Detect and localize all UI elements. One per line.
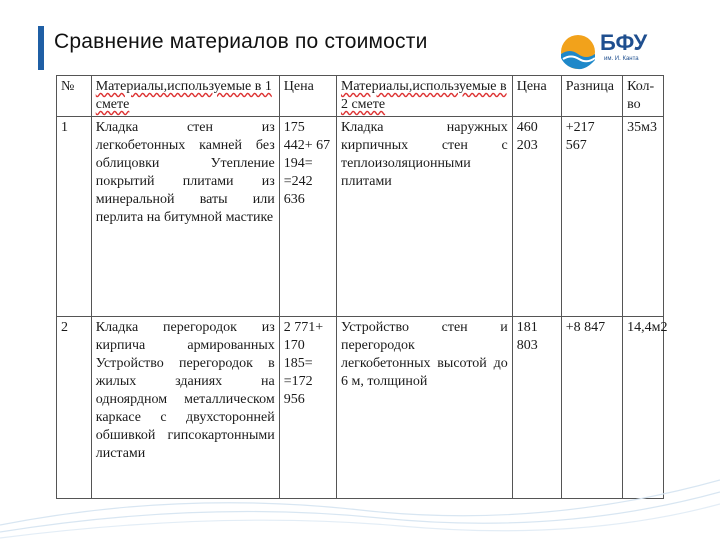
header-quantity: Кол-во	[623, 76, 664, 117]
row-number: 1	[57, 117, 92, 317]
row-difference: +8 847	[561, 317, 622, 499]
row-materials-1: Кладка перегородок из кирпича армированных Устройство перегородок в жилых зданиях на одноярдном металлическом каркасе с двухсторонней обшивкой гипсокартонными листами	[91, 317, 279, 499]
decorative-wave-lines	[0, 470, 720, 540]
row-price-2: 181 803	[512, 317, 561, 499]
row-materials-2: Кладка наружных кирпичных стен с теплоизоляционными плитами	[336, 117, 512, 317]
header-materials-2: Материалы,используемые в 2 смете	[336, 76, 512, 117]
row-price-2: 460 203	[512, 117, 561, 317]
logo-subtext: им. И. Канта	[604, 56, 639, 62]
header-difference: Разница	[561, 76, 622, 117]
row-difference: +217 567	[561, 117, 622, 317]
row-price-1: 2 771+ 170 185= =172 956	[279, 317, 336, 499]
header-materials-1: Материалы,используемые в 1 смете	[91, 76, 279, 117]
header-price-2: Цена	[512, 76, 561, 117]
table-header-row	[57, 76, 664, 117]
row-materials-1: Кладка стен из легкобетонных камней без облицовки Утепление покрытий плитами из минеральной ваты или перлита на битумной мастике	[91, 117, 279, 317]
row-price-1: 175 442+ 67 194= =242 636	[279, 117, 336, 317]
row-number: 2	[57, 317, 92, 499]
header-num: №	[57, 76, 92, 117]
cost-comparison-table	[56, 75, 668, 499]
page-title: Сравнение материалов по стоимости	[54, 30, 428, 53]
row-quantity: 14,4м2	[623, 317, 664, 499]
table-row	[57, 117, 664, 317]
title-accent-bar	[38, 26, 44, 70]
logo-text: БФУ	[600, 30, 648, 55]
header-price-1: Цена	[279, 76, 336, 117]
row-quantity: 35м3	[623, 117, 664, 317]
row-materials-2: Устройство стен и перегородок легкобетонных высотой до 6 м, толщиной	[336, 317, 512, 499]
